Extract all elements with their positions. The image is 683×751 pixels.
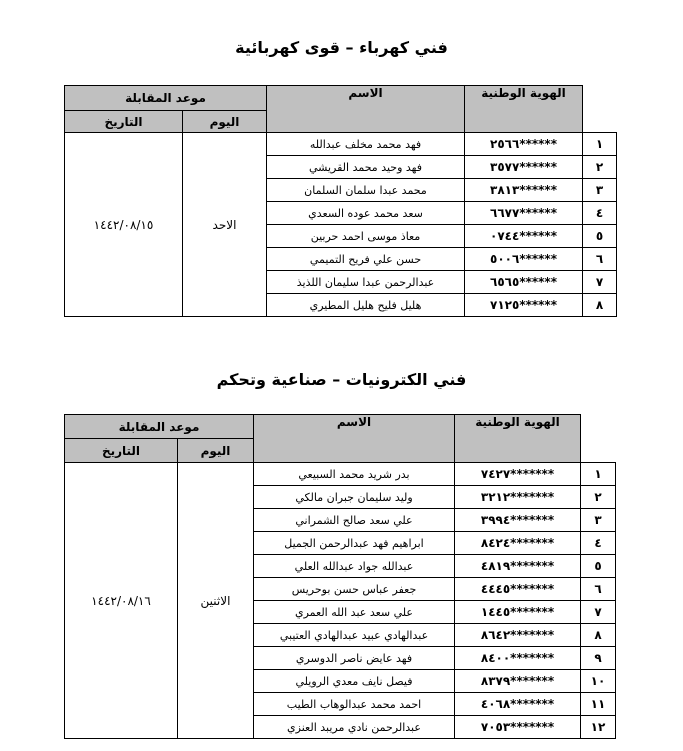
- name-header: الاسم: [267, 86, 465, 133]
- candidate-name: فهد عايض ناصر الدوسري: [254, 647, 455, 670]
- row-number: ٩: [581, 647, 616, 670]
- row-number: ٥: [581, 555, 616, 578]
- national-id: ٣٩٩٤*******: [455, 509, 581, 532]
- blank-corner: [581, 415, 616, 463]
- row-number: ٨: [583, 294, 617, 317]
- candidate-name: احمد محمد عبدالوهاب الطيب: [254, 693, 455, 716]
- national-id: ٤٠٦٨*******: [455, 693, 581, 716]
- row-number: ٧: [583, 271, 617, 294]
- schedule-table: [64, 414, 616, 739]
- date-header: التاريخ: [65, 439, 178, 463]
- national-id: ٣٨١٣******: [465, 179, 583, 202]
- national-id: ٧٤٢٧*******: [455, 463, 581, 486]
- row-number: ٤: [581, 532, 616, 555]
- candidate-name: بدر شريد محمد السبيعي: [254, 463, 455, 486]
- date-header: التاريخ: [65, 111, 183, 133]
- national-id: ١٤٤٥*******: [455, 601, 581, 624]
- row-number: ١٠: [581, 670, 616, 693]
- candidate-name: جعفر عباس حسن بوحريس: [254, 578, 455, 601]
- candidate-name: هليل فليح هليل المطيري: [267, 294, 465, 317]
- candidate-name: ابراهيم فهد عبدالرحمن الجميل: [254, 532, 455, 555]
- candidate-name: عبدالهادي عبيد عبدالهادي العتيبي: [254, 624, 455, 647]
- appointment-header: موعد المقابلة: [65, 415, 254, 439]
- interview-date: ١٤٤٢/٠٨/١٦: [65, 463, 178, 739]
- national-id: ٠٧٤٤******: [465, 225, 583, 248]
- national-id: ٨٦٤٢*******: [455, 624, 581, 647]
- blank-corner: [583, 86, 617, 133]
- section-title: فني كهرباء – قوى كهربائية: [235, 38, 448, 57]
- row-number: ٣: [583, 179, 617, 202]
- row-number: ٥: [583, 225, 617, 248]
- national-id: ٨٤٢٤*******: [455, 532, 581, 555]
- candidate-name: علي سعد صالح الشمراني: [254, 509, 455, 532]
- national-id: ٥٠٠٦******: [465, 248, 583, 271]
- national-id: ٣٢١٢*******: [455, 486, 581, 509]
- candidate-name: فهد وحيد محمد القريشي: [267, 156, 465, 179]
- candidate-name: سعد محمد عوده السعدي: [267, 202, 465, 225]
- candidate-name: علي سعد عبد الله العمري: [254, 601, 455, 624]
- national-id: ٧١٢٥******: [465, 294, 583, 317]
- row-number: ١: [583, 133, 617, 156]
- national-id: ٧٠٥٣*******: [455, 716, 581, 739]
- candidate-name: عبدالله جواد عبدالله العلي: [254, 555, 455, 578]
- row-number: ٢: [583, 156, 617, 179]
- national-id: ٦٥٦٥******: [465, 271, 583, 294]
- national-id: ٢٥٦٦******: [465, 133, 583, 156]
- national-id: ٤٤٤٥*******: [455, 578, 581, 601]
- row-number: ٣: [581, 509, 616, 532]
- name-header: الاسم: [254, 415, 455, 463]
- schedule-table: [64, 85, 617, 317]
- candidate-name: وليد سليمان جبران مالكي: [254, 486, 455, 509]
- day-header: اليوم: [183, 111, 267, 133]
- national-id: ٤٨١٩*******: [455, 555, 581, 578]
- section-title: فني الكترونيات – صناعية وتحكم: [216, 370, 467, 389]
- candidate-name: عبدالرحمن عبدا سليمان اللذيذ: [267, 271, 465, 294]
- national-id: ٦٦٧٧******: [465, 202, 583, 225]
- candidate-name: فيصل نايف معدي الرويلي: [254, 670, 455, 693]
- row-number: ٤: [583, 202, 617, 225]
- candidate-name: محمد عبدا سلمان السلمان: [267, 179, 465, 202]
- appointment-header: موعد المقابلة: [65, 86, 267, 111]
- candidate-name: فهد محمد مخلف عبدالله: [267, 133, 465, 156]
- candidate-name: معاذ موسى احمد حربين: [267, 225, 465, 248]
- row-number: ٢: [581, 486, 616, 509]
- day-header: اليوم: [178, 439, 254, 463]
- interview-date: ١٤٤٢/٠٨/١٥: [65, 133, 183, 317]
- row-number: ٦: [581, 578, 616, 601]
- row-number: ١٢: [581, 716, 616, 739]
- row-number: ٨: [581, 624, 616, 647]
- row-number: ٦: [583, 248, 617, 271]
- interview-day: الاثنين: [178, 463, 254, 739]
- candidate-name: حسن علي فريح التميمي: [267, 248, 465, 271]
- national-id: ٨٣٧٩*******: [455, 670, 581, 693]
- row-number: ١: [581, 463, 616, 486]
- interview-day: الاحد: [183, 133, 267, 317]
- national-id-header: الهوية الوطنية: [465, 86, 583, 133]
- candidate-name: عبدالرحمن نادي مريبد العنزي: [254, 716, 455, 739]
- row-number: ١١: [581, 693, 616, 716]
- row-number: ٧: [581, 601, 616, 624]
- national-id-header: الهوية الوطنية: [455, 415, 581, 463]
- national-id: ٨٤٠٠*******: [455, 647, 581, 670]
- national-id: ٣٥٧٧******: [465, 156, 583, 179]
